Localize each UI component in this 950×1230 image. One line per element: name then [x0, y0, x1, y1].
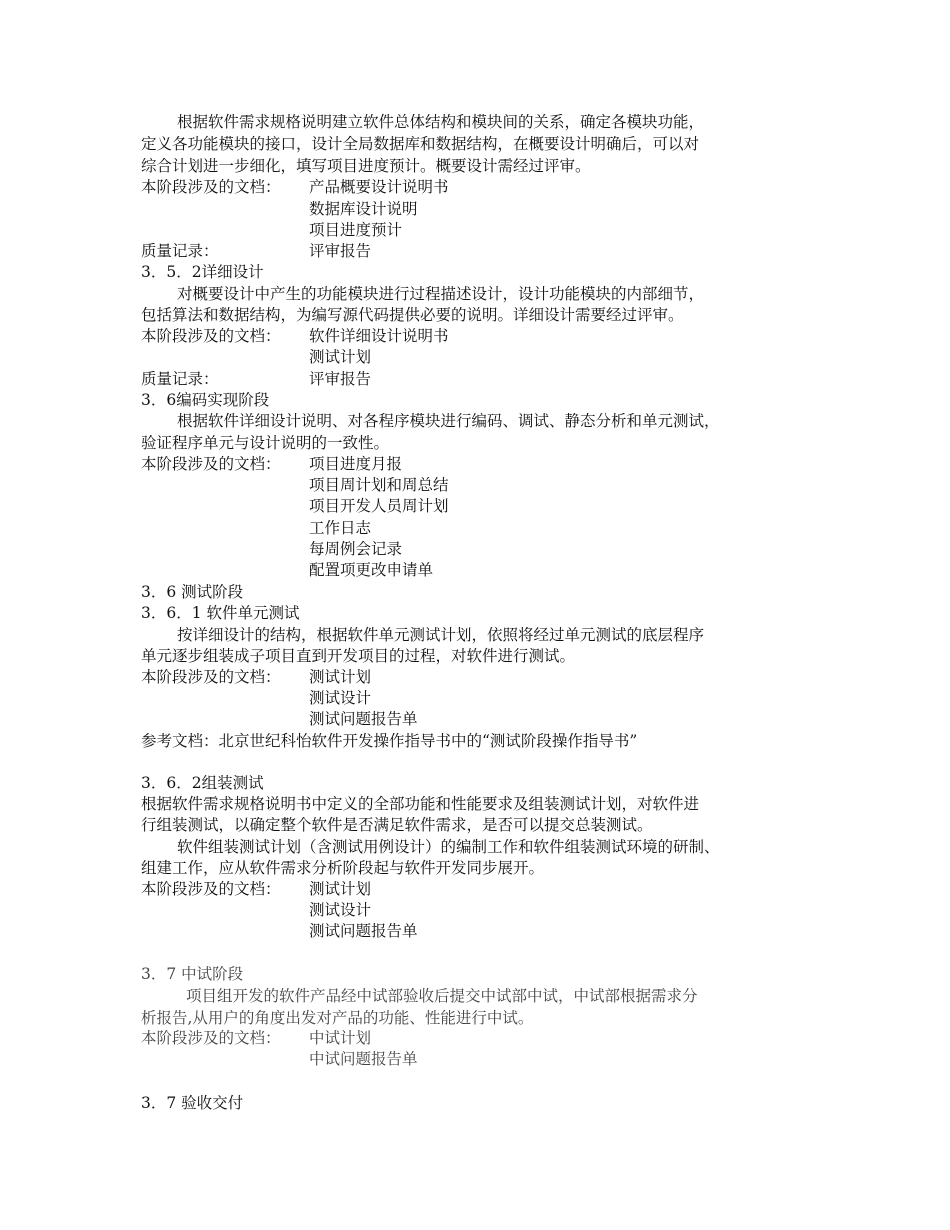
- section-heading: 3．7 中试阶段: [141, 965, 244, 983]
- docs-label: 本阶段涉及的文档：: [141, 327, 281, 345]
- docs-label: 本阶段涉及的文档：: [141, 1029, 281, 1047]
- quality-record-label: 质量记录：: [141, 242, 219, 260]
- quality-record-item: 评审报告: [309, 242, 372, 260]
- doc-item: 工作日志: [309, 519, 372, 537]
- paragraph-line: 验证程序单元与设计说明的一致性。: [141, 434, 390, 452]
- docs-label: 本阶段涉及的文档：: [141, 455, 281, 473]
- paragraph-line: 软件组装测试计划（含测试用例设计）的编制工作和软件组装测试环境的研制、: [177, 838, 720, 856]
- doc-item: 测试问题报告单: [309, 922, 418, 940]
- doc-item: 项目周计划和周总结: [309, 476, 449, 494]
- doc-item: 软件详细设计说明书: [309, 327, 449, 345]
- doc-item: 测试问题报告单: [309, 710, 418, 728]
- paragraph-line: 根据软件需求规格说明书中定义的全部功能和性能要求及组装测试计划，对软件进: [141, 795, 700, 813]
- paragraph-line: 包括算法和数据结构，为编写源代码提供必要的说明。详细设计需要经过评审。: [141, 306, 684, 324]
- paragraph-line: 按详细设计的结构，根据软件单元测试计划，依照将经过单元测试的底层程序: [177, 626, 705, 644]
- doc-item: 测试设计: [309, 689, 372, 707]
- section-heading: 3．6 测试阶段: [141, 583, 244, 601]
- doc-item: 测试计划: [309, 668, 372, 686]
- paragraph-line: 根据软件需求规格说明建立软件总体结构和模块间的关系，确定各模块功能，: [177, 113, 705, 131]
- section-heading: 3．6．2组装测试: [141, 774, 264, 792]
- doc-item: 中试计划: [309, 1029, 372, 1047]
- section-heading: 3．7 验收交付: [141, 1094, 244, 1112]
- doc-item: 测试计划: [309, 880, 372, 898]
- paragraph-line: 定义各功能模块的接口，设计全局数据库和数据结构，在概要设计明确后，可以对: [141, 135, 700, 153]
- docs-label: 本阶段涉及的文档：: [141, 880, 281, 898]
- reference-line: 参考文档：北京世纪科怡软件开发操作指导书中的“测试阶段操作指导书”: [141, 732, 638, 750]
- doc-item: 产品概要设计说明书: [309, 178, 449, 196]
- paragraph-line: 综合计划进一步细化，填写项目进度预计。概要设计需经过评审。: [141, 157, 591, 175]
- doc-item: 项目开发人员周计划: [309, 497, 449, 515]
- doc-item: 中试问题报告单: [309, 1050, 418, 1068]
- quality-record-item: 评审报告: [309, 370, 372, 388]
- docs-label: 本阶段涉及的文档：: [141, 668, 281, 686]
- paragraph-line: 根据软件详细设计说明、对各程序模块进行编码、调试、静态分析和单元测试，: [177, 412, 720, 430]
- doc-item: 测试设计: [309, 901, 372, 919]
- paragraph-line: 组建工作，应从软件需求分析阶段起与软件开发同步展开。: [141, 859, 545, 877]
- section-heading: 3．6编码实现阶段: [141, 391, 270, 409]
- doc-item: 每周例会记录: [309, 540, 403, 558]
- docs-label: 本阶段涉及的文档：: [141, 178, 281, 196]
- doc-item: 测试计划: [309, 348, 372, 366]
- section-heading: 3．6．1 软件单元测试: [141, 604, 300, 622]
- paragraph-line: 单元逐步组装成子项目直到开发项目的过程，对软件进行测试。: [141, 647, 576, 665]
- paragraph-line: 对概要设计中产生的功能模块进行过程描述设计，设计功能模块的内部细节，: [177, 285, 705, 303]
- doc-item: 数据库设计说明: [309, 200, 418, 218]
- paragraph-line: 行组装测试，以确定整个软件是否满足软件需求，是否可以提交总装测试。: [141, 816, 653, 834]
- paragraph-line: 析报告,从用户的角度出发对产品的功能、性能进行中试。: [141, 1009, 534, 1027]
- doc-item: 项目进度月报: [309, 455, 403, 473]
- section-heading: 3．5．2详细设计: [141, 263, 264, 281]
- doc-item: 项目进度预计: [309, 221, 403, 239]
- quality-record-label: 质量记录：: [141, 370, 219, 388]
- paragraph-line: 项目组开发的软件产品经中试部验收后提交中试部中试，中试部根据需求分: [186, 987, 698, 1005]
- doc-item: 配置项更改申请单: [309, 561, 434, 579]
